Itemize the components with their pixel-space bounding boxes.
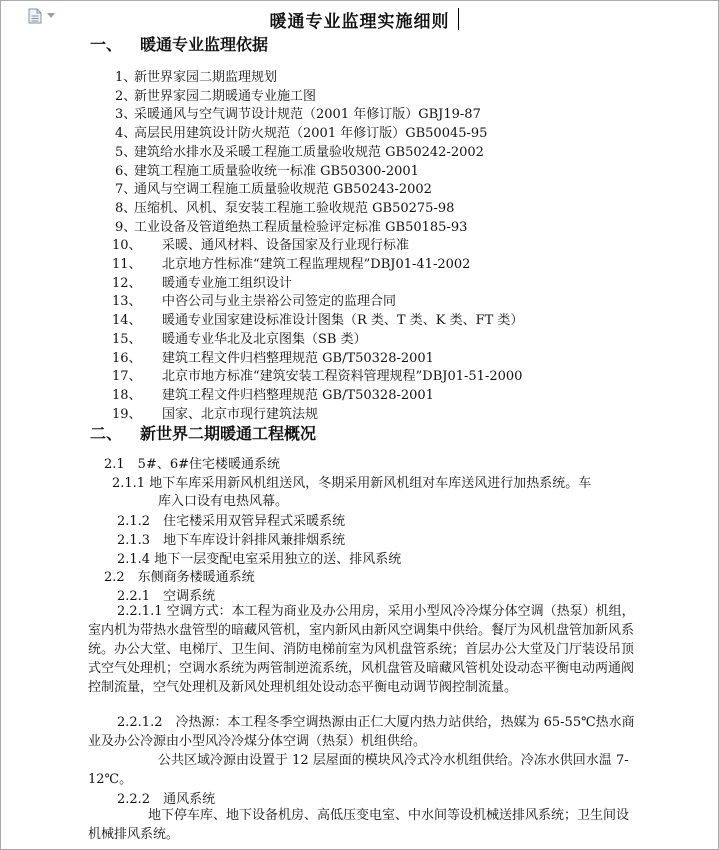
reference-number: 16、: [112, 350, 142, 366]
reference-text: 北京市地方标准“建筑安装工程资料管理规程”DBJ01-51-2000: [162, 369, 523, 385]
section-number: 二、: [90, 424, 123, 443]
reference-number: 3、: [115, 107, 137, 123]
reference-text: 采暖、通风材料、设备国家及行业现行标准: [162, 238, 410, 254]
reference-item: [115, 160, 419, 179]
reference-number: 17、: [112, 369, 142, 385]
reference-text: 中咨公司与业主崇裕公司签定的监理合同: [162, 294, 397, 310]
reference-text: 暖通专业华北及北京图集（SB 类）: [162, 331, 367, 347]
reference-number: 19、: [112, 406, 142, 422]
section-title: 暖通专业监理依据: [140, 35, 269, 54]
reference-text: 北京地方性标准“建筑工程监理规程”DBJ01-41-2002: [162, 257, 471, 272]
reference-number: 2、: [115, 88, 137, 104]
reference-item: [115, 66, 277, 85]
section-title: 新世界二期暖通工程概况: [140, 424, 317, 443]
reference-text: 国家、北京市现行建筑法规: [162, 406, 319, 422]
item-2-2-1: 2.2.1 空调系统: [117, 589, 216, 604]
reference-text: 通风与空调工程施工质量验收规范 GB50243-2002: [134, 182, 432, 198]
reference-text: 新世界家园二期监理规划: [134, 70, 278, 85]
item-2-1-2: 2.1.2 住宅楼采用双管异程式采暖系统: [117, 514, 346, 529]
reference-number: 9、: [115, 219, 137, 235]
reference-text: 建筑给水排水及采暖工程施工质量验收规范 GB50242-2002: [134, 144, 484, 160]
reference-item: [112, 290, 396, 309]
reference-number: 5、: [115, 144, 137, 160]
reference-item: [112, 234, 409, 253]
reference-number: 1、: [115, 70, 137, 85]
reference-item: [112, 347, 434, 366]
reference-number: 13、: [112, 294, 142, 310]
reference-item: [112, 272, 292, 291]
paragraph-public-area: 公共区域冷源由设置于 12 层屋面的模块风冷式冷水机组供给。冷冻水供回水温 7-12℃。: [88, 753, 629, 787]
reference-item: [112, 403, 318, 422]
reference-number: 4、: [115, 126, 137, 142]
reference-text: 采暖通风与空气调节设计规范（2001 年修订版）GBJ19-87: [134, 107, 481, 123]
reference-number: 7、: [115, 182, 137, 198]
reference-text: 工业设备及管道绝热工程质量检验评定标准 GB50185-93: [134, 219, 468, 235]
item-2-2-2: 2.2.2 通风系统: [117, 792, 216, 807]
reference-text: 新世界家园二期暖通专业施工图: [134, 88, 317, 104]
item-2-1-1-cont: 库入口设有电热风幕。: [158, 494, 289, 509]
reference-number: 14、: [112, 313, 142, 329]
reference-text: 建筑工程文件归档整理规范 GB/T50328-2001: [162, 350, 434, 366]
reference-item: [112, 253, 470, 272]
reference-text: 暖通专业施工组织设计: [162, 275, 293, 291]
section-heading-basis: [90, 32, 268, 55]
reference-text: 高层民用建筑设计防火规范（2001 年修订版）GB50045-95: [134, 126, 488, 142]
reference-item: [112, 384, 434, 403]
reference-item: [115, 141, 484, 160]
reference-item: [115, 85, 316, 104]
reference-number: 15、: [112, 331, 142, 347]
item-2-1-3: 2.1.3 地下车库设计斜排风兼排烟系统: [117, 533, 346, 548]
subsection-2-2: 2.2 东侧商务楼暖通系统: [104, 570, 255, 585]
section-number: 一、: [90, 35, 123, 54]
document-title: 暖通专业监理实施细则: [269, 12, 450, 32]
paragraph-2-2-1-2: 2.2.1.2 冷热源：本工程冬季空调热源由正仁大厦内热力站供给，热媒为 65-55℃热水商业及办公冷源由小型风冷冷煤分体空调（热泵）机组供给。: [88, 715, 635, 749]
reference-item: [115, 197, 454, 216]
reference-number: 8、: [115, 200, 137, 216]
reference-text: 建筑工程文件归档整理规范 GB/T50328-2001: [162, 387, 434, 403]
reference-item: [112, 365, 522, 384]
paragraph-2-2-2: 地下停车库、地下设备机房、高低压变电室、中水间等设机械送排风系统；卫生间设机械排风系统。: [88, 808, 630, 842]
reference-item: [115, 103, 481, 122]
reference-text: 建筑工程施工质量验收统一标准 GB50300-2001: [134, 163, 419, 179]
reference-text: 压缩机、风机、泵安装工程施工验收规范 GB50275-98: [134, 200, 455, 216]
reference-number: 10、: [112, 238, 142, 254]
reference-item: [112, 328, 367, 347]
subsection-2-1: 2.1 5#、6#住宅楼暖通系统: [104, 457, 281, 472]
reference-number: 11、: [112, 257, 142, 272]
item-2-1-4: 2.1.4 地下一层变配电室采用独立的送、排风系统: [117, 552, 402, 567]
item-2-1-1: 2.1.1 地下车库采用新风机组送风，冬期采用新风机组对车库送风进行加热系统。车: [112, 476, 592, 491]
reference-number: 18、: [112, 387, 142, 403]
reference-item: [115, 216, 467, 235]
reference-text: 暖通专业国家建设标准设计图集（R 类、T 类、K 类、FT 类）: [162, 313, 524, 329]
reference-number: 12、: [112, 275, 142, 291]
reference-item: [115, 122, 487, 141]
reference-number: 6、: [115, 163, 137, 179]
text-cursor: [458, 8, 459, 30]
reference-item: [112, 309, 523, 328]
reference-item: [115, 178, 432, 197]
paragraph-2-2-1-1: 2.2.1.1 空调方式：本工程为商业及办公用房，采用小型风冷冷煤分体空调（热泵）机组，室内机为带热水盘管型的暗藏风管机，室内新风由新风空调集中供给。餐厅为风机盘管加新风系统。办公大堂、电梯厅、卫生间、消防电梯前室为风机盘管系统；首层办公大堂及门厅装设吊顶式空气处理机；空调水系统为两管制逆流系统，风机盘管及暗藏风管机处设动态平衡电动两通阀控制流量，空气处理机及新风处理机组处设动态平衡电动调节阀控制流量。: [88, 604, 635, 695]
section-heading-overview: [90, 421, 316, 444]
